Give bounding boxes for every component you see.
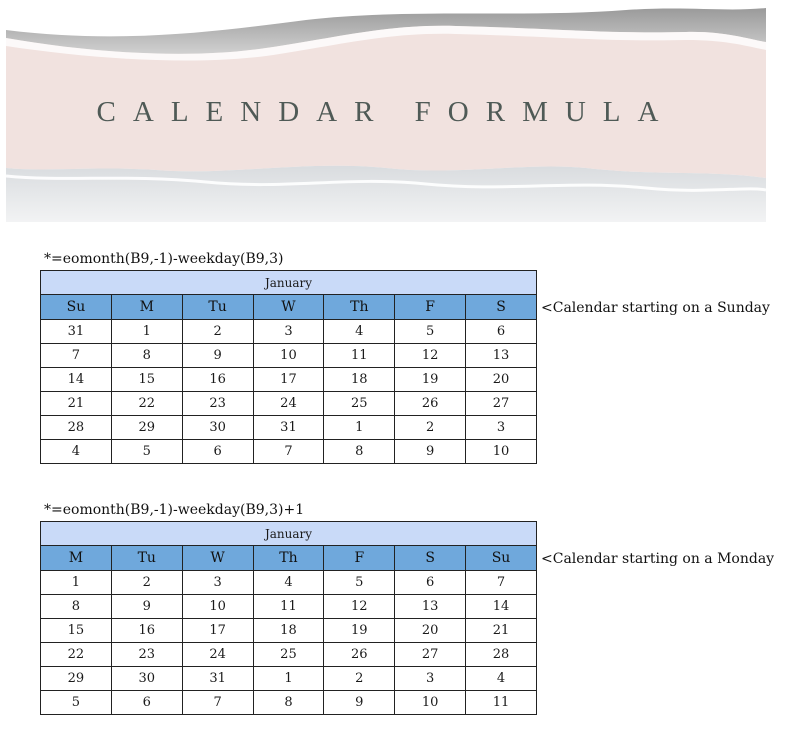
date-cell: 3 <box>253 320 324 344</box>
date-cell: 14 <box>466 595 537 619</box>
date-cell: 13 <box>395 595 466 619</box>
date-cell: 1 <box>324 416 395 440</box>
note-monday: <Calendar starting on a Monday <box>541 551 775 567</box>
date-cell: 21 <box>41 392 112 416</box>
date-cell: 26 <box>324 643 395 667</box>
date-cell: 14 <box>41 368 112 392</box>
date-cell: 25 <box>253 643 324 667</box>
date-cell: 2 <box>324 667 395 691</box>
weekday-header: Th <box>253 546 324 571</box>
week-row <box>41 619 537 643</box>
date-cell: 8 <box>111 344 182 368</box>
month-header: January <box>41 522 537 546</box>
date-cell: 13 <box>466 344 537 368</box>
date-cell: 25 <box>324 392 395 416</box>
date-cell: 16 <box>111 619 182 643</box>
weekday-header: M <box>111 295 182 320</box>
date-cell: 5 <box>41 691 112 715</box>
date-cell: 10 <box>466 440 537 464</box>
formula-monday: *=eomonth(B9,-1)-weekday(B9,3)+1 <box>44 502 305 518</box>
date-cell: 15 <box>111 368 182 392</box>
date-cell: 8 <box>41 595 112 619</box>
date-cell: 1 <box>253 667 324 691</box>
date-cell: 2 <box>395 416 466 440</box>
date-cell: 1 <box>41 571 112 595</box>
note-sunday: <Calendar starting on a Sunday <box>541 300 770 316</box>
date-cell: 27 <box>395 643 466 667</box>
date-cell: 9 <box>111 595 182 619</box>
date-cell: 28 <box>41 416 112 440</box>
date-cell: 22 <box>111 392 182 416</box>
calendar-table-sunday <box>40 270 537 464</box>
weekday-header-row <box>41 546 537 571</box>
date-cell: 4 <box>41 440 112 464</box>
date-cell: 3 <box>466 416 537 440</box>
week-row <box>41 416 537 440</box>
date-cell: 11 <box>253 595 324 619</box>
date-cell: 4 <box>253 571 324 595</box>
date-cell: 9 <box>182 344 253 368</box>
date-cell: 24 <box>253 392 324 416</box>
weekday-header: W <box>182 546 253 571</box>
date-cell: 10 <box>395 691 466 715</box>
banner-title: CALENDAR FORMULA <box>96 96 676 128</box>
date-cell: 6 <box>111 691 182 715</box>
date-cell: 7 <box>41 344 112 368</box>
date-cell: 29 <box>41 667 112 691</box>
date-cell: 23 <box>111 643 182 667</box>
date-cell: 31 <box>41 320 112 344</box>
date-cell: 9 <box>324 691 395 715</box>
week-row <box>41 320 537 344</box>
date-cell: 17 <box>253 368 324 392</box>
weekday-header: Tu <box>182 295 253 320</box>
weekday-header: W <box>253 295 324 320</box>
week-row <box>41 667 537 691</box>
date-cell: 7 <box>182 691 253 715</box>
date-cell: 10 <box>253 344 324 368</box>
week-row <box>41 392 537 416</box>
week-row <box>41 368 537 392</box>
calendar-table-monday <box>40 521 537 715</box>
date-cell: 10 <box>182 595 253 619</box>
date-cell: 7 <box>466 571 537 595</box>
weekday-header: M <box>41 546 112 571</box>
weekday-header: Th <box>324 295 395 320</box>
date-cell: 5 <box>324 571 395 595</box>
weekday-header-row <box>41 295 537 320</box>
date-cell: 5 <box>395 320 466 344</box>
date-cell: 18 <box>324 368 395 392</box>
date-cell: 8 <box>253 691 324 715</box>
date-cell: 2 <box>111 571 182 595</box>
week-row <box>41 344 537 368</box>
date-cell: 20 <box>395 619 466 643</box>
date-cell: 31 <box>182 667 253 691</box>
date-cell: 26 <box>395 392 466 416</box>
date-cell: 5 <box>111 440 182 464</box>
month-header: January <box>41 271 537 295</box>
date-cell: 8 <box>324 440 395 464</box>
date-cell: 17 <box>182 619 253 643</box>
date-cell: 19 <box>395 368 466 392</box>
date-cell: 6 <box>395 571 466 595</box>
date-cell: 11 <box>466 691 537 715</box>
date-cell: 19 <box>324 619 395 643</box>
date-cell: 1 <box>111 320 182 344</box>
date-cell: 28 <box>466 643 537 667</box>
week-row <box>41 571 537 595</box>
date-cell: 29 <box>111 416 182 440</box>
date-cell: 3 <box>395 667 466 691</box>
date-cell: 24 <box>182 643 253 667</box>
week-row <box>41 691 537 715</box>
date-cell: 11 <box>324 344 395 368</box>
header-banner <box>6 0 766 222</box>
formula-sunday: *=eomonth(B9,-1)-weekday(B9,3) <box>44 251 284 267</box>
weekday-header: Tu <box>111 546 182 571</box>
week-row <box>41 595 537 619</box>
date-cell: 7 <box>253 440 324 464</box>
date-cell: 12 <box>395 344 466 368</box>
date-cell: 18 <box>253 619 324 643</box>
date-cell: 21 <box>466 619 537 643</box>
date-cell: 16 <box>182 368 253 392</box>
date-cell: 9 <box>395 440 466 464</box>
date-cell: 6 <box>466 320 537 344</box>
date-cell: 31 <box>253 416 324 440</box>
date-cell: 22 <box>41 643 112 667</box>
weekday-header: F <box>324 546 395 571</box>
weekday-header: S <box>466 295 537 320</box>
date-cell: 15 <box>41 619 112 643</box>
weekday-header: Su <box>466 546 537 571</box>
date-cell: 3 <box>182 571 253 595</box>
week-row <box>41 643 537 667</box>
date-cell: 20 <box>466 368 537 392</box>
date-cell: 30 <box>111 667 182 691</box>
date-cell: 6 <box>182 440 253 464</box>
date-cell: 4 <box>324 320 395 344</box>
weekday-header: S <box>395 546 466 571</box>
weekday-header: Su <box>41 295 112 320</box>
date-cell: 2 <box>182 320 253 344</box>
date-cell: 30 <box>182 416 253 440</box>
week-row <box>41 440 537 464</box>
date-cell: 12 <box>324 595 395 619</box>
weekday-header: F <box>395 295 466 320</box>
date-cell: 27 <box>466 392 537 416</box>
date-cell: 23 <box>182 392 253 416</box>
date-cell: 4 <box>466 667 537 691</box>
